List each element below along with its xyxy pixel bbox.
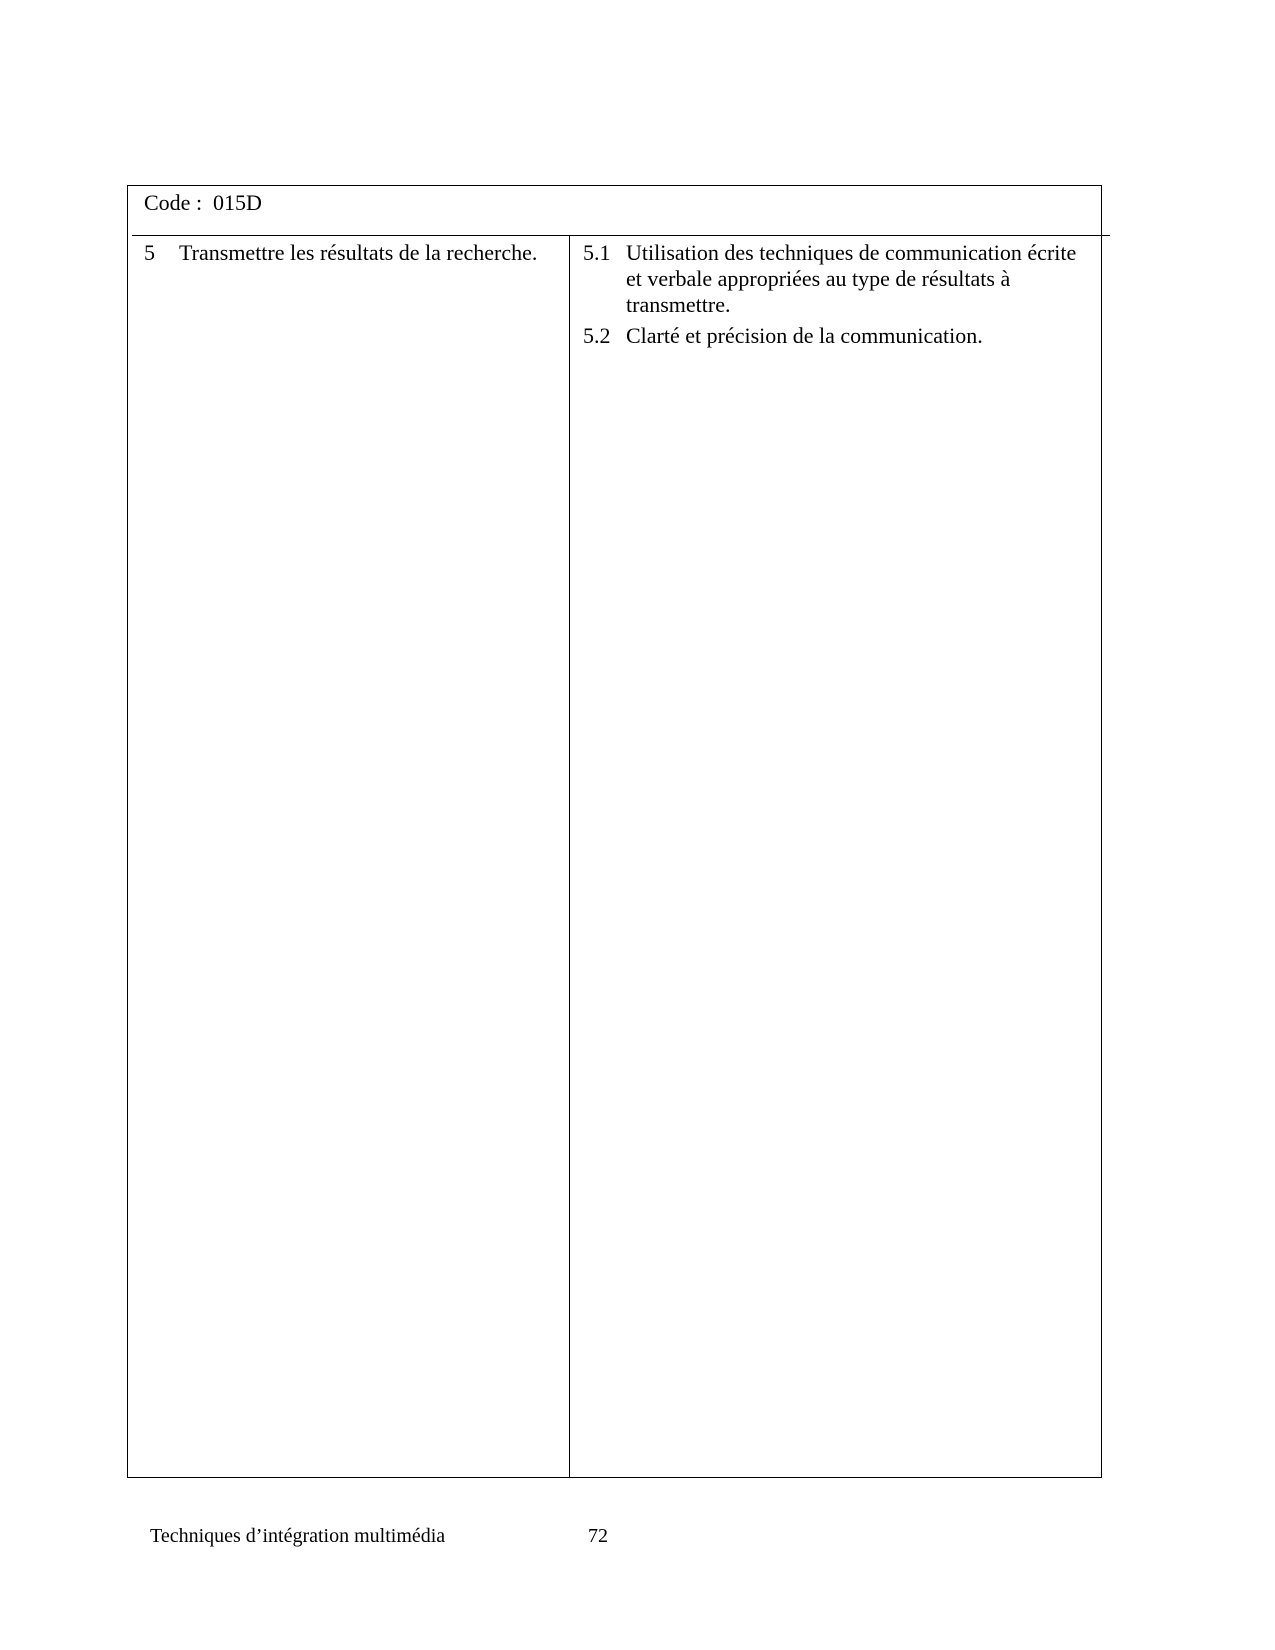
column-divider <box>569 236 570 1478</box>
element-item <box>144 240 564 266</box>
element-number: 5 <box>144 240 155 265</box>
header-divider <box>132 235 1110 236</box>
criterion-number: 5.1 <box>583 240 611 265</box>
footer-title: Techniques d’intégration multimédia <box>150 1525 446 1547</box>
table-header-row <box>128 186 1101 236</box>
element-text: Transmettre les résultats de la recherche. <box>179 240 538 265</box>
criterion-item <box>583 323 1088 349</box>
competency-table <box>127 185 1102 1478</box>
criterion-item <box>583 240 1088 318</box>
criterion-number: 5.2 <box>583 323 611 348</box>
criterion-text: Utilisation des techniques de communication écrite et verbale appropriées au type de résultats à transmettre. <box>626 240 1077 317</box>
page-number: 72 <box>588 1525 608 1547</box>
criteria-column <box>583 240 1088 349</box>
criterion-text: Clarté et précision de la communication. <box>626 323 983 348</box>
code-label: Code : 015D <box>144 190 262 215</box>
elements-column <box>144 240 564 266</box>
